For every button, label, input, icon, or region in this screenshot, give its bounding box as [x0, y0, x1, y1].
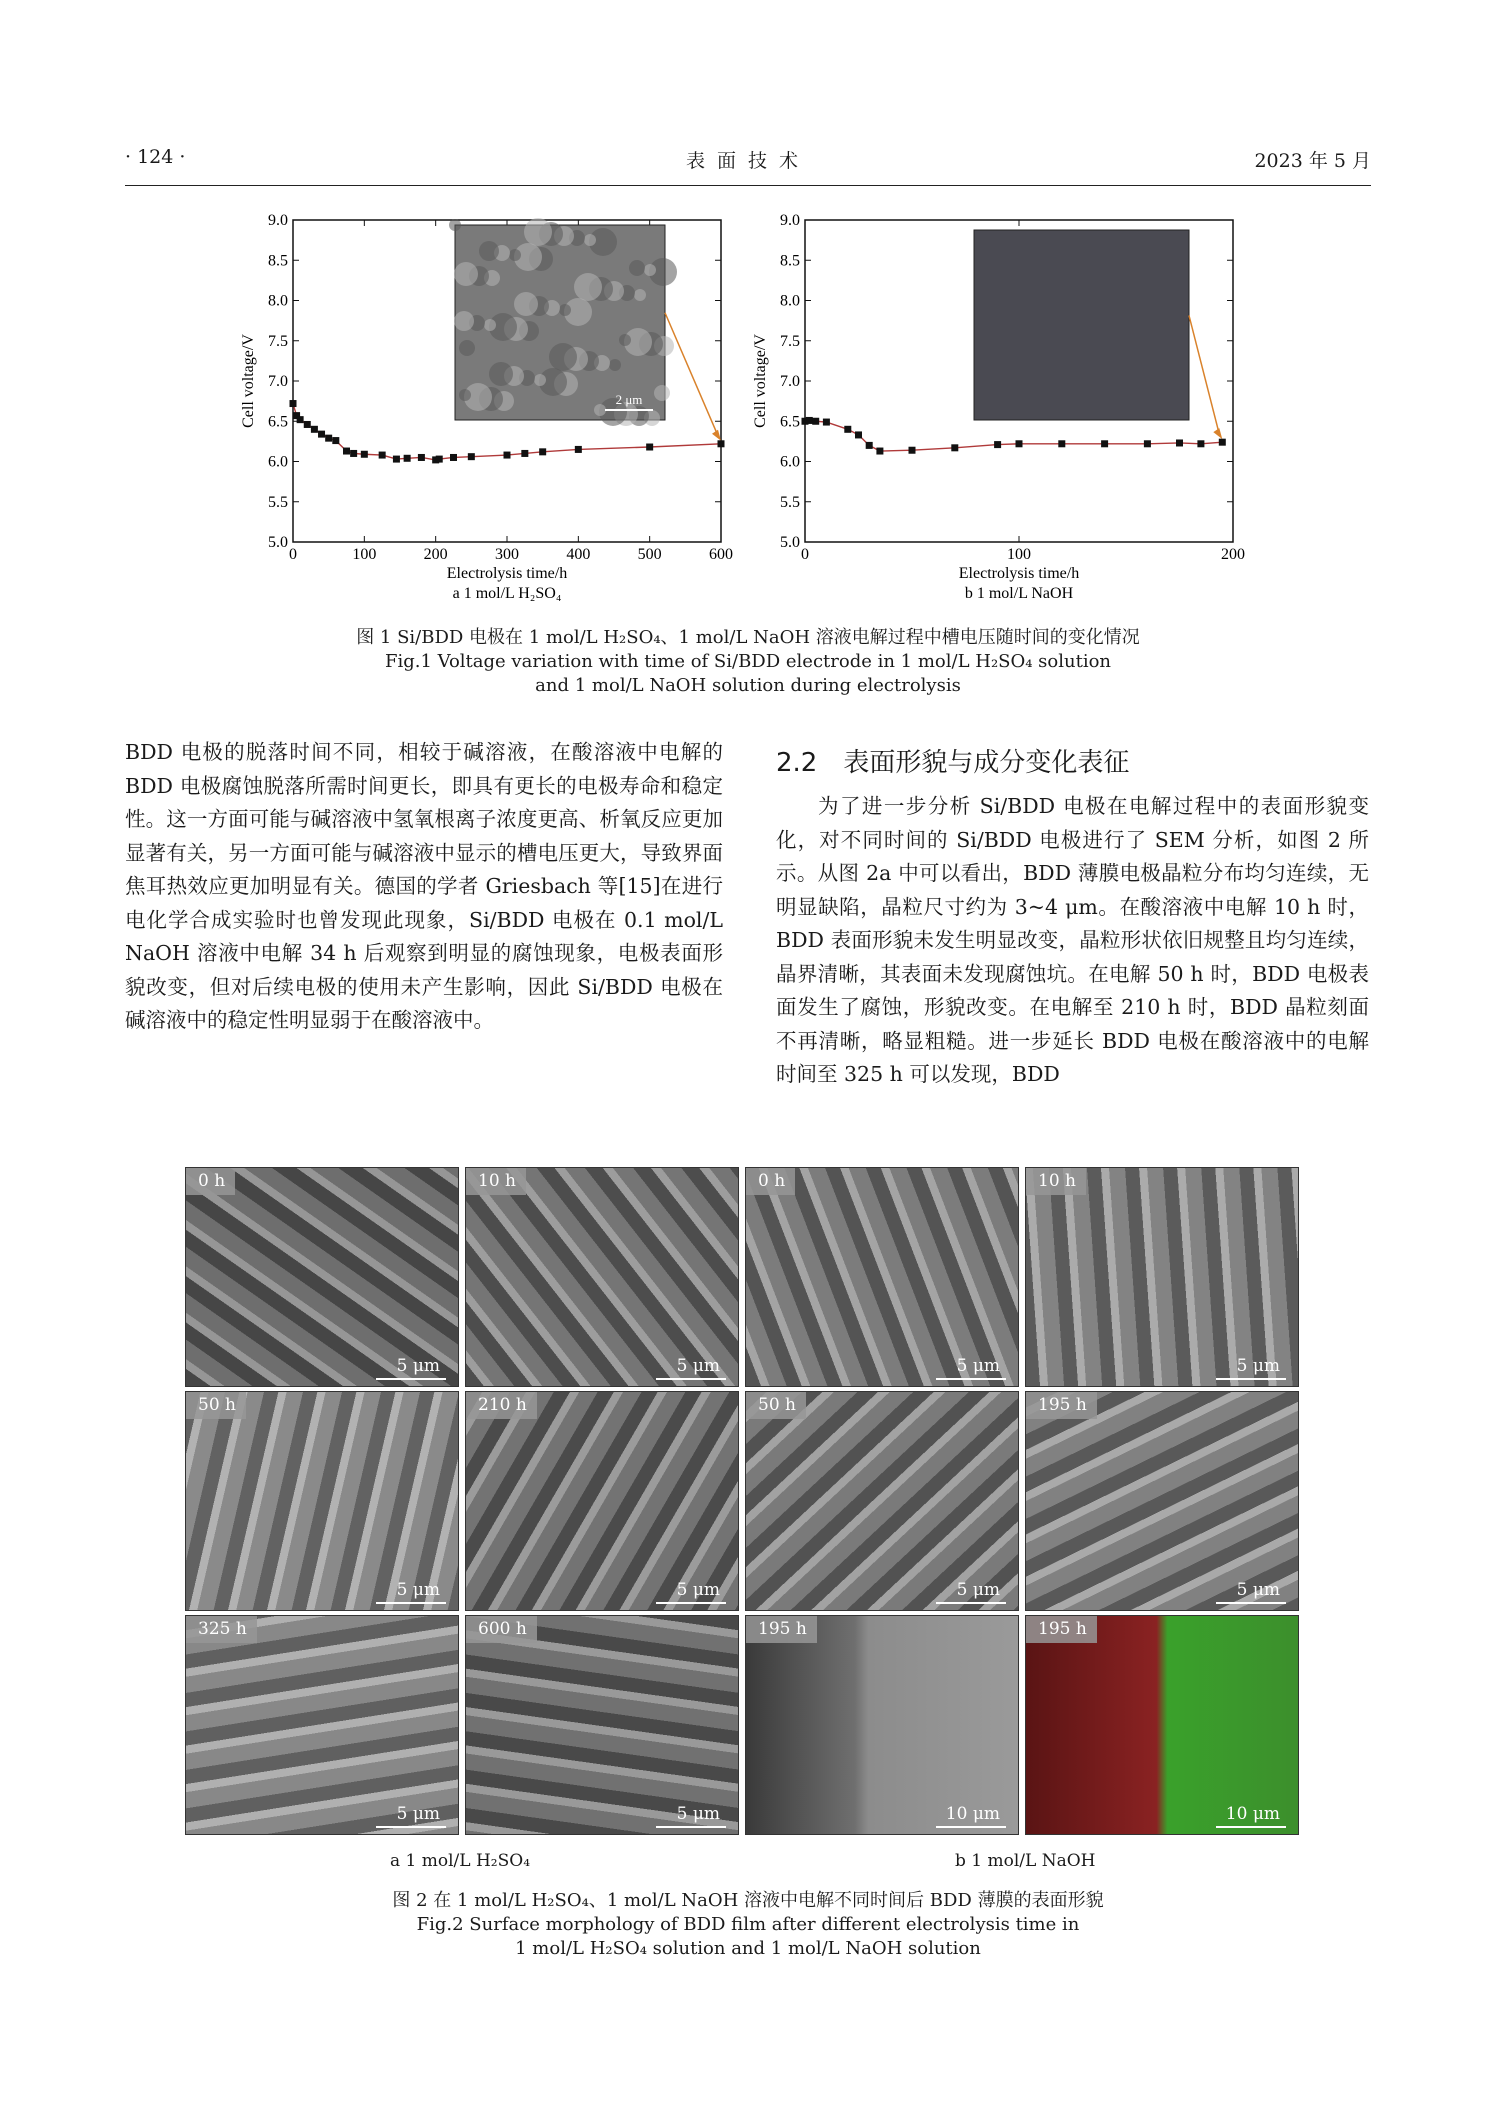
sem-scale-label: 10 μm: [1225, 1804, 1280, 1824]
sem-panel: [185, 1167, 459, 1387]
sem-grain: [559, 304, 571, 316]
sem-grain: [449, 219, 461, 231]
sem-time-label: 195 h: [1026, 1616, 1097, 1643]
data-point: [404, 455, 411, 462]
data-point: [855, 431, 862, 438]
y-axis-label: Cell voltage/V: [752, 334, 769, 428]
sem-scale-label: 5 μm: [956, 1356, 1000, 1376]
sem-scale-bar: [376, 1378, 446, 1380]
sem-inset: [974, 230, 1189, 420]
y-tick-label: 8.0: [268, 292, 288, 310]
sem-scale-label: 10 μm: [945, 1804, 1000, 1824]
sem-time-label: 10 h: [1026, 1168, 1086, 1195]
data-point: [909, 447, 916, 454]
fig2-sub-b: b 1 mol/L NaOH: [955, 1851, 1096, 1871]
page-header: [125, 146, 1371, 176]
data-point: [350, 450, 357, 457]
sem-panel: [465, 1167, 739, 1387]
chart-b: [742, 205, 1262, 629]
data-point: [332, 437, 339, 444]
data-point: [1219, 439, 1226, 446]
sem-grain: [654, 385, 670, 401]
data-point: [1197, 440, 1204, 447]
sem-time-label: 0 h: [746, 1168, 795, 1195]
sem-time-label: 50 h: [186, 1392, 246, 1419]
sem-scale-bar: [936, 1378, 1006, 1380]
sem-grain: [549, 343, 577, 371]
data-point: [951, 444, 958, 451]
sem-scale-bar: [1216, 1378, 1286, 1380]
sem-grain: [574, 273, 602, 301]
left-paragraph: BDD 电极的脱落时间不同，相较于碱溶液，在酸溶液中电解的 BDD 电极腐蚀脱落所需时间更长，即具有更长的电极寿命和稳定性。这一方面可能与碱溶液中氢氧根离子浓度更高、析氧反应更加显著有关，另一方面可能与碱溶液中显示的槽电压更大，导致界面焦耳热效应更加明显有关。德国的学者 Griesbach 等[15]在进行电化学合成实验时也曾发现此现象，Si/BDD 电极在 0.1 mol/L NaOH 溶液中电解 34 h 后观察到明显的腐蚀现象，电极表面形貌改变，但对后续电极的使用未产生影响，因此 Si/BDD 电极在碱溶液中的稳定性明显弱于在酸溶液中。: [125, 740, 723, 1032]
fig2-caption-en-2: 1 mol/L H₂SO₄ solution and 1 mol/L NaOH solution: [515, 1938, 981, 1959]
x-tick-label: 300: [495, 546, 519, 563]
fig2-sub-a: a 1 mol/L H₂SO₄: [390, 1851, 531, 1871]
y-tick-label: 7.5: [268, 332, 288, 350]
y-tick-label: 6.0: [780, 453, 800, 471]
sem-panel: [185, 1615, 459, 1835]
y-tick-label: 8.5: [268, 252, 288, 270]
y-tick-label: 5.5: [780, 493, 800, 511]
fig2-caption: [125, 1889, 1371, 1961]
sem-time-label: 210 h: [466, 1392, 537, 1419]
data-point: [575, 446, 582, 453]
sem-scale-bar: [656, 1602, 726, 1604]
sem-inset-image: [974, 230, 1189, 420]
data-point: [823, 419, 830, 426]
inset-scale-label: 2 μm: [615, 392, 643, 407]
sem-panel: [465, 1391, 739, 1611]
data-point: [393, 456, 400, 463]
data-point: [994, 441, 1001, 448]
sem-scale-label: 5 μm: [396, 1580, 440, 1600]
y-tick-label: 5.5: [268, 493, 288, 511]
sem-grain: [489, 362, 513, 386]
data-point: [866, 442, 873, 449]
sem-time-label: 195 h: [746, 1616, 817, 1643]
inset-arrow-head: [712, 430, 721, 441]
data-point: [1144, 440, 1151, 447]
sem-grain: [459, 389, 471, 401]
y-tick-label: 5.0: [780, 534, 800, 551]
sem-scale-label: 5 μm: [1236, 1356, 1280, 1376]
data-point: [1101, 440, 1108, 447]
sem-scale-label: 5 μm: [676, 1804, 720, 1824]
left-column: [125, 736, 723, 1038]
inset-arrow-head: [1213, 428, 1222, 439]
data-point: [504, 452, 511, 459]
data-point: [646, 444, 653, 451]
sem-panel: [745, 1615, 1019, 1835]
sem-grain: [479, 241, 499, 261]
journal-title: 表面技术: [685, 150, 810, 172]
sem-scale-bar: [656, 1826, 726, 1828]
x-tick-label: 0: [801, 546, 809, 563]
x-tick-label: 200: [1221, 546, 1245, 563]
sem-scale-label: 5 μm: [676, 1356, 720, 1376]
fig2-caption-cn: 图 2 在 1 mol/L H₂SO₄、1 mol/L NaOH 溶液中电解不同时间后 BDD 薄膜的表面形貌: [392, 1890, 1104, 1911]
data-point: [718, 440, 725, 447]
sem-scale-bar: [376, 1826, 446, 1828]
sem-inset: [449, 218, 677, 426]
sem-time-label: 0 h: [186, 1168, 235, 1195]
sem-scale-bar: [936, 1602, 1006, 1604]
sem-grain: [534, 374, 546, 386]
x-axis-label: Electrolysis time/h: [446, 565, 568, 582]
page-number: · 124 ·: [125, 146, 186, 168]
data-point: [876, 448, 883, 455]
data-point: [812, 418, 819, 425]
sem-grain: [454, 311, 474, 331]
right-paragraph: 为了进一步分析 Si/BDD 电极在电解过程中的表面形貌变化，对不同时间的 Si/BDD 电极进行了 SEM 分析，如图 2 所示。从图 2a 中可以看出，BDD 薄膜电极晶粒分布均匀连续，无明显缺陷，晶粒尺寸约为 3~4 μm。在酸溶液中电解 10 h 时，BDD 表面形貌未发生明显改变，晶粒形状依旧规整且均匀连续，晶界清晰，其表面未发现腐蚀坑。在电解 50 h 时，BDD 电极表面发生了腐蚀，形貌改变。在电解至 210 h 时，BDD 晶粒刻面不再清晰，略显粗糙。进一步延长 BDD 电极在酸溶液中的电解时间至 325 h 可以发现，BDD: [776, 794, 1369, 1086]
x-tick-label: 0: [289, 546, 297, 563]
sem-scale-bar: [376, 1602, 446, 1604]
sem-grain: [619, 334, 631, 346]
sem-scale-label: 5 μm: [676, 1580, 720, 1600]
chart-b-svg: [742, 205, 1262, 625]
data-point: [418, 454, 425, 461]
panel-caption: a 1 mol/L H₂SO₄: [452, 585, 562, 602]
data-point: [325, 435, 332, 442]
sem-scale-label: 5 μm: [396, 1804, 440, 1824]
data-point: [318, 431, 325, 438]
section-heading: [776, 742, 1129, 779]
fig1-caption-cn: 图 1 Si/BDD 电极在 1 mol/L H₂SO₄、1 mol/L NaOH 溶液电解过程中槽电压随时间的变化情况: [356, 627, 1140, 648]
sem-grain: [454, 262, 478, 286]
y-tick-label: 9.0: [268, 212, 288, 229]
y-axis-label: Cell voltage/V: [240, 334, 257, 428]
sem-panel: [745, 1167, 1019, 1387]
data-point: [361, 451, 368, 458]
sem-grain: [629, 260, 645, 276]
sem-panel: [1025, 1167, 1299, 1387]
sem-scale-label: 5 μm: [1236, 1580, 1280, 1600]
sem-scale-bar: [656, 1378, 726, 1380]
data-point: [343, 448, 350, 455]
y-tick-label: 9.0: [780, 212, 800, 229]
x-tick-label: 400: [566, 546, 591, 563]
x-tick-label: 100: [1007, 546, 1031, 563]
sem-scale-bar: [1216, 1602, 1286, 1604]
sem-panel: [1025, 1615, 1299, 1835]
sem-time-label: 50 h: [746, 1392, 806, 1419]
y-tick-label: 6.5: [268, 413, 288, 431]
panel-caption: b 1 mol/L NaOH: [964, 585, 1074, 602]
sem-grain: [459, 340, 475, 356]
data-point: [468, 453, 475, 460]
y-tick-label: 5.0: [268, 534, 288, 551]
x-tick-label: 200: [423, 546, 448, 563]
y-tick-label: 7.0: [780, 373, 800, 390]
issue-date: 2023 年 5 月: [1254, 150, 1371, 172]
sem-time-label: 195 h: [1026, 1392, 1097, 1419]
x-axis-label: Electrolysis time/h: [958, 565, 1080, 582]
sem-scale-label: 5 μm: [956, 1580, 1000, 1600]
inset-arrow: [1189, 316, 1219, 435]
inset-arrow: [665, 313, 718, 436]
x-tick-label: 100: [352, 546, 377, 563]
data-point: [521, 450, 528, 457]
sem-panel: [185, 1391, 459, 1611]
sem-panel: [465, 1615, 739, 1835]
data-point: [1176, 439, 1183, 446]
sem-grain: [514, 292, 538, 316]
sem-time-label: 325 h: [186, 1616, 257, 1643]
right-column: [776, 790, 1369, 1092]
sem-grain: [594, 404, 606, 416]
section-number: 2.2: [776, 748, 818, 778]
sem-grain: [644, 264, 656, 276]
data-point: [539, 448, 546, 455]
sem-time-label: 600 h: [466, 1616, 537, 1643]
y-tick-label: 6.5: [780, 413, 800, 431]
data-point: [1016, 440, 1023, 447]
y-tick-label: 7.5: [780, 332, 800, 350]
fig1-caption-en-2: and 1 mol/L NaOH solution during electrolysis: [535, 675, 961, 696]
sem-grain: [584, 234, 596, 246]
sem-scale-bar: [936, 1826, 1006, 1828]
fig2-caption-en-1: Fig.2 Surface morphology of BDD film after different electrolysis time in: [416, 1914, 1080, 1935]
sem-scale-label: 5 μm: [396, 1356, 440, 1376]
y-tick-label: 7.0: [268, 373, 288, 390]
x-tick-label: 600: [709, 546, 733, 563]
sem-grain: [484, 319, 496, 331]
y-tick-label: 6.0: [268, 453, 288, 471]
y-tick-label: 8.5: [780, 252, 800, 270]
y-tick-label: 8.0: [780, 292, 800, 310]
sem-grain: [509, 249, 521, 261]
chart-a-svg: [230, 205, 750, 625]
fig1-caption: [125, 626, 1371, 698]
data-point: [379, 452, 386, 459]
sem-panel: [1025, 1391, 1299, 1611]
sem-grain: [609, 359, 621, 371]
data-point: [844, 426, 851, 433]
sem-grain: [634, 289, 646, 301]
header-rule: [125, 185, 1371, 186]
data-point: [450, 454, 457, 461]
data-point: [297, 416, 304, 423]
sem-scale-bar: [1216, 1826, 1286, 1828]
fig1-caption-en-1: Fig.1 Voltage variation with time of Si/BDD electrode in 1 mol/L H₂SO₄ solution: [384, 651, 1112, 672]
sem-time-label: 10 h: [466, 1168, 526, 1195]
chart-a: [230, 205, 750, 629]
data-point: [1058, 440, 1065, 447]
data-point: [436, 456, 443, 463]
data-point: [806, 417, 813, 424]
data-point: [311, 426, 318, 433]
section-title: 表面形貌与成分变化表征: [843, 748, 1130, 778]
sem-panel: [745, 1391, 1019, 1611]
data-point: [290, 400, 297, 407]
data-point: [304, 421, 311, 428]
sem-grain: [524, 218, 552, 246]
x-tick-label: 500: [637, 546, 662, 563]
